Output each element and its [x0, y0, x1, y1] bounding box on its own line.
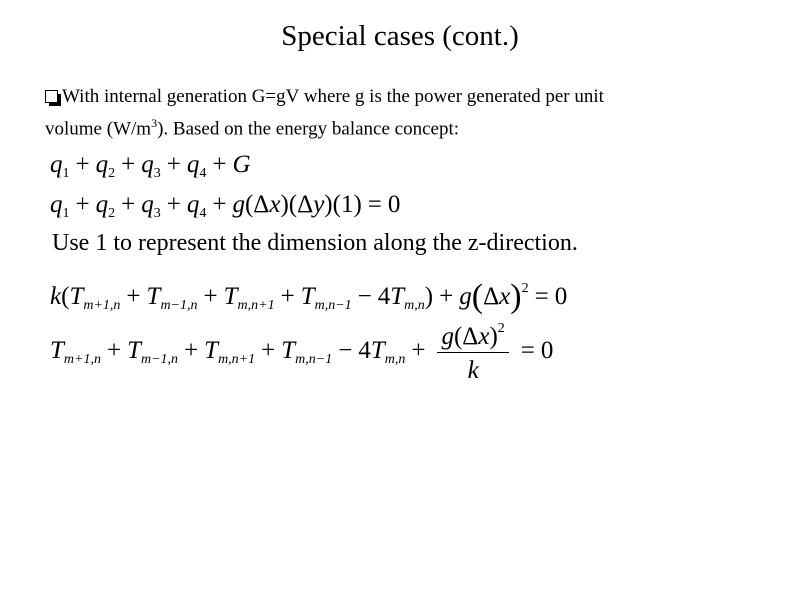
equation-finite-difference-k: $k(T_{m+1,n} + T_{m-1,n} + T_{m,n+1} + T_{m,n-1} - 4T_{m,n}) + g(\Delta x)^2 = 0$ — [50, 278, 568, 315]
z-direction-note: Use 1 to represent the dimension along the z-direction. — [52, 230, 578, 256]
bullet-line-2-sup: 3 — [151, 116, 158, 130]
bullet-line-2b: ). Based on the energy balance concept: — [157, 118, 460, 140]
equation-energy-balance: $q_1 + q_2 + q_3 + q_4 + g(\Delta x)(\Delta y)(1) = 0$ — [50, 191, 401, 221]
checkbox-bullet-icon — [45, 90, 58, 103]
generation-fraction: $\frac{g(\Delta x)^2}{k}$ — [437, 322, 508, 383]
equation-energy-sum: $q_1 + q_2 + q_3 + q_4 + G$ — [50, 151, 251, 181]
bullet-line-2a: volume (W/m — [45, 118, 152, 140]
bullet-paragraph — [45, 84, 745, 142]
bullet-line-1: With internal generation G=gV where g is the power generated per unit — [62, 86, 604, 107]
slide-title: Special cases (cont.) — [281, 20, 519, 52]
equation-finite-difference-normalized: $T_{m+1,n} + T_{m-1,n} + T_{m,n+1} + T_{m,n-1} - 4T_{m,n}$ + $\frac{g(\Delta x)^2}{k}$ = 0 — [50, 321, 554, 384]
